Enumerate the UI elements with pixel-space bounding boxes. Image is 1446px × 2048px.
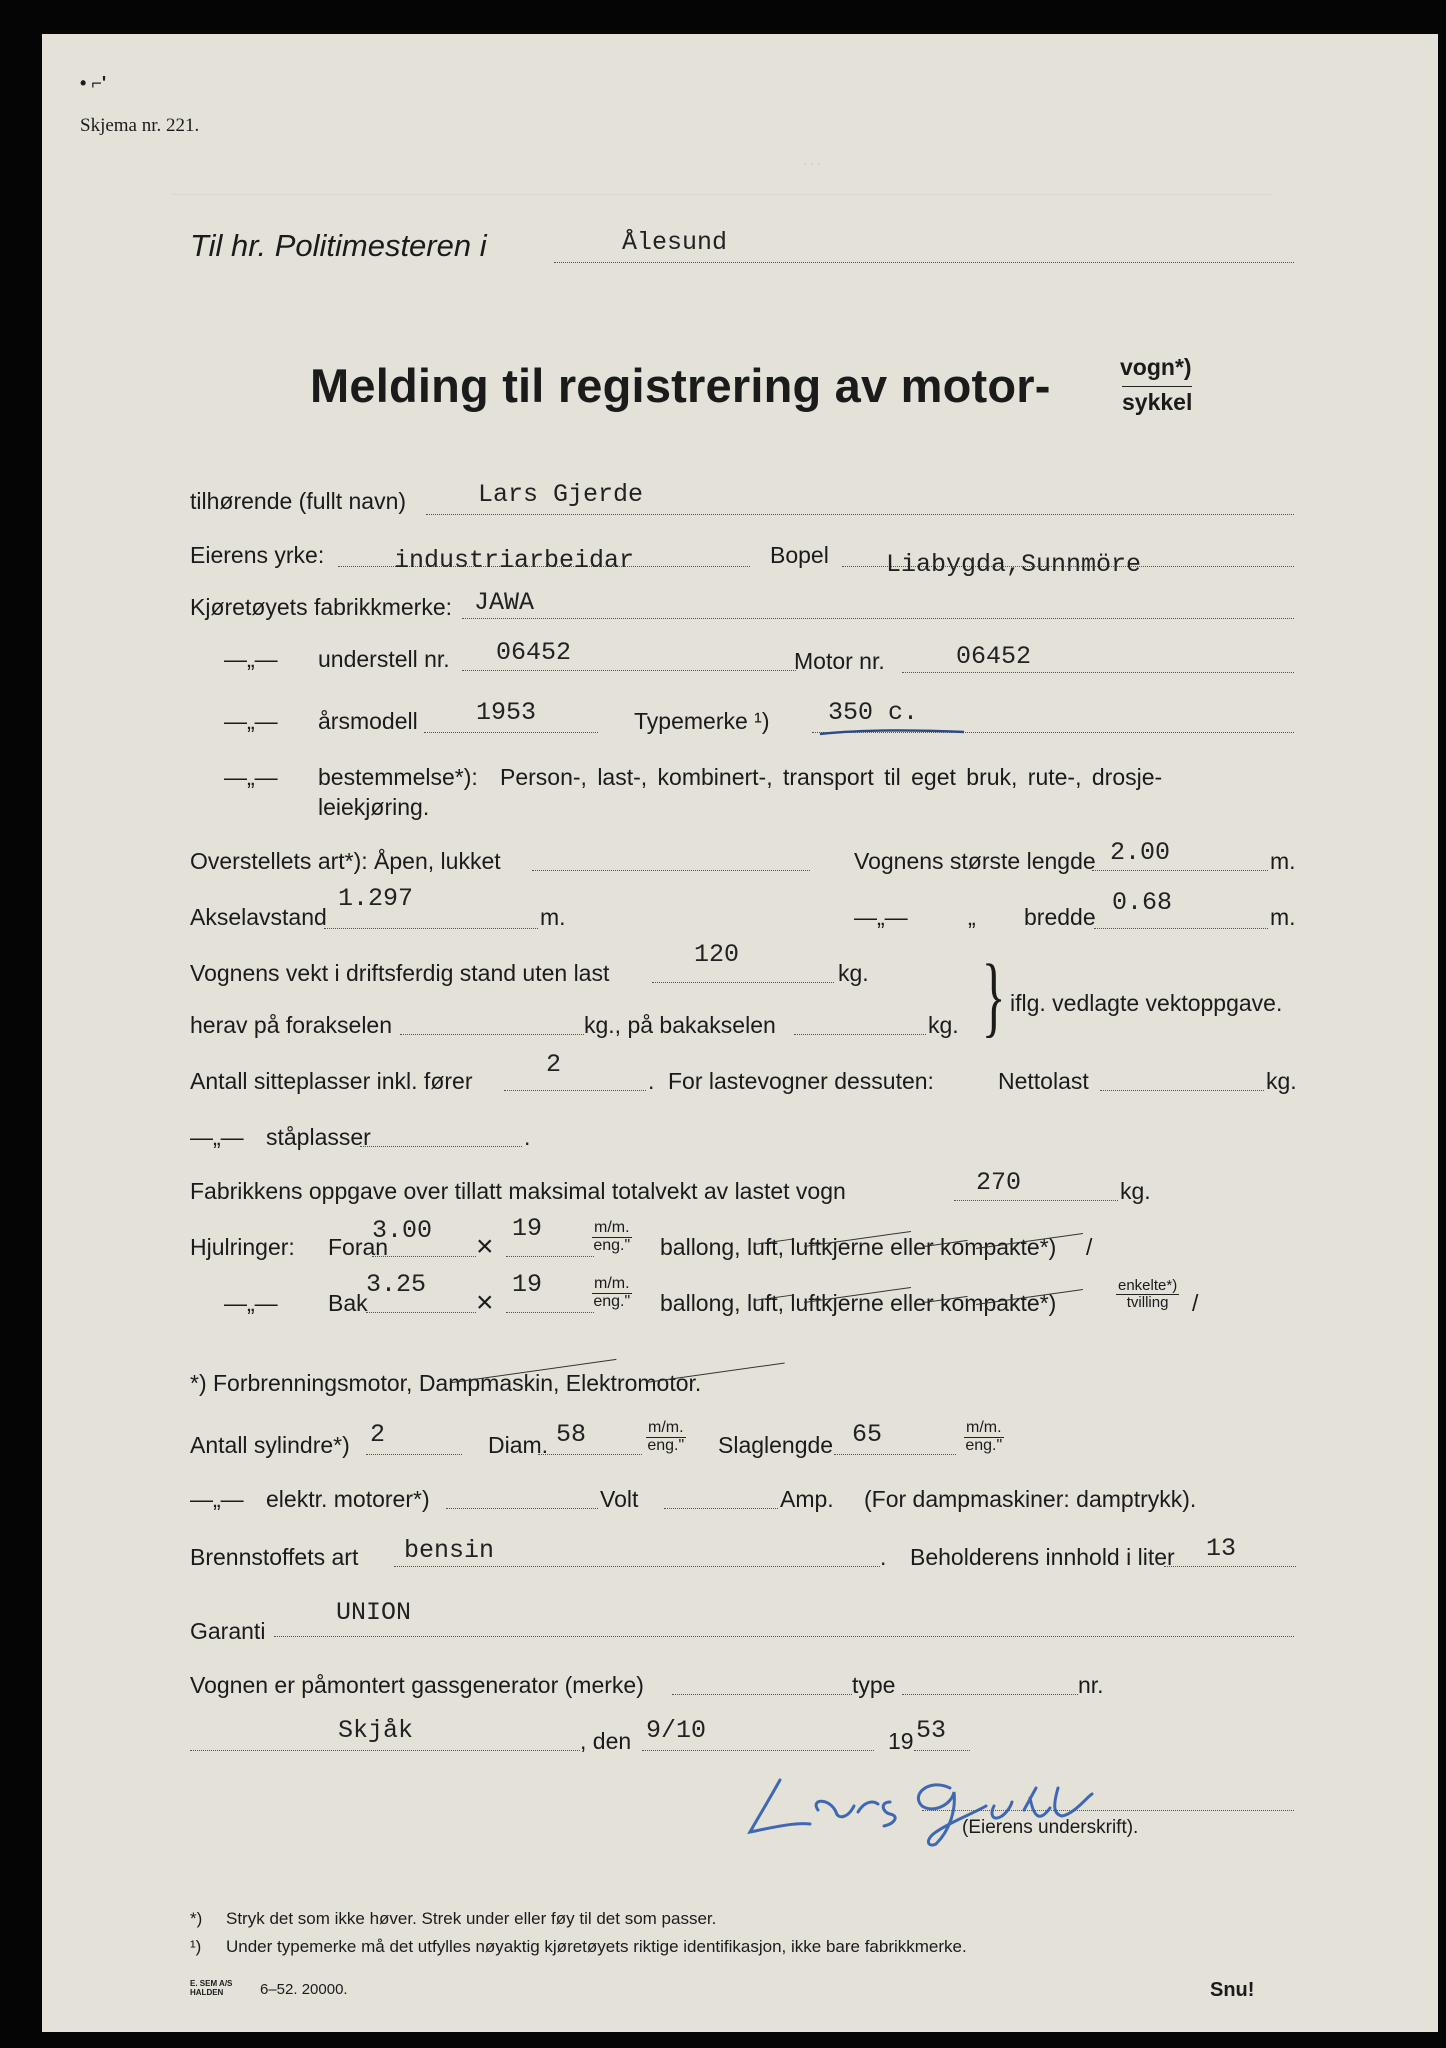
- period: .: [524, 1124, 531, 1150]
- date-prefix: , den: [580, 1728, 632, 1754]
- gas-label: Vognen er påmontert gassgenerator (merke): [190, 1672, 644, 1698]
- gas-nr-label: nr.: [1078, 1672, 1104, 1698]
- front-wheel-line: [372, 1256, 476, 1257]
- owner-value: Lars Gjerde: [478, 480, 644, 509]
- purpose-options: Person-, last-, kombinert-, transport til eget bruk, rute-, drosje-: [500, 764, 1163, 790]
- recipient-line: [554, 262, 1294, 263]
- date-line: [642, 1750, 874, 1751]
- diam-label: Diam.: [488, 1432, 549, 1458]
- type-label: Typemerke ¹): [634, 708, 770, 734]
- period: .: [880, 1544, 887, 1570]
- unit-top: m/m.: [594, 1275, 630, 1292]
- date-value: 9/10: [646, 1716, 707, 1745]
- ditto-mark: —„—: [854, 904, 908, 930]
- length-line: [1092, 870, 1268, 871]
- single-twin-fraction: [1116, 1278, 1179, 1311]
- weight-note: iflg. vedlagte vektoppgave.: [1010, 990, 1283, 1016]
- title-sykkel: sykkel: [1122, 386, 1192, 414]
- ditto-quote: „: [968, 904, 976, 930]
- front-wheel-label: Foran: [328, 1234, 389, 1260]
- year-prefix: 19: [888, 1728, 914, 1754]
- motor-line: [902, 672, 1294, 673]
- rear-axle-line: [794, 1034, 926, 1035]
- body-type-label: Overstellets art*): Åpen, lukket: [190, 848, 501, 874]
- chassis-label: understell nr.: [318, 646, 450, 672]
- ditto-mark: —„—: [224, 708, 278, 734]
- printer-line-2: HALDEN: [190, 1987, 224, 1997]
- stroke-label: Slaglengde: [718, 1432, 834, 1458]
- type-underline-ink: [818, 726, 968, 740]
- guarantee-value: UNION: [336, 1598, 412, 1627]
- axle-line: [324, 928, 538, 929]
- seats-label: Antall sitteplasser inkl. fører: [190, 1068, 473, 1094]
- single-label: enkelte*): [1118, 1277, 1178, 1294]
- axle-unit: m.: [540, 904, 566, 930]
- place-line: [190, 1750, 580, 1751]
- owner-label: tilhørende (fullt navn): [190, 488, 407, 514]
- body-type-line: [532, 870, 810, 871]
- cylinders-line: [366, 1454, 462, 1455]
- front-wheel-options: ballong, luft, luftkjerne eller kompakte*): [660, 1234, 1057, 1260]
- place-value: Skjåk: [338, 1716, 414, 1745]
- signature-line: [922, 1810, 1294, 1811]
- ditto-mark: —„—: [224, 646, 278, 672]
- year-value: 53: [916, 1716, 947, 1745]
- electric-line: [446, 1508, 598, 1509]
- front-axle-label: herav på forakselen: [190, 1012, 393, 1038]
- tank-label: Beholderens innhold i liter: [910, 1544, 1175, 1570]
- max-weight-label: Fabrikkens oppgave over tillatt maksimal totalvekt av lastet vogn: [190, 1178, 846, 1204]
- unit-bottom: eng.": [965, 1436, 1003, 1454]
- fuel-label: Brennstoffets art: [190, 1544, 359, 1570]
- front-cross: ×: [476, 1230, 494, 1263]
- cylinders-value: 2: [370, 1420, 386, 1449]
- front-wheel-value: 3.00: [372, 1216, 433, 1245]
- year-line: [914, 1750, 970, 1751]
- net-load-label: Nettolast: [998, 1068, 1089, 1094]
- ditto-mark: —„—: [224, 1290, 278, 1316]
- registration-form: [42, 34, 1438, 2032]
- engine-type-text: *) Forbrenningsmotor, Dampmaskin, Elektromotor.: [190, 1370, 702, 1396]
- fuel-line: [394, 1566, 880, 1567]
- residence-value: Liabygda,Sunnmöre: [886, 550, 1142, 579]
- make-value: JAWA: [474, 588, 535, 617]
- length-value: 2.00: [1110, 838, 1171, 867]
- title-vogn: vogn*): [1120, 354, 1192, 380]
- diam-unit-fraction: [646, 1420, 686, 1455]
- width-value: 0.68: [1112, 888, 1173, 917]
- width-line: [1094, 928, 1268, 929]
- brace: }: [981, 947, 1006, 1046]
- axle-label: Akselavstand: [190, 904, 327, 930]
- rear-unit-fraction: [592, 1276, 632, 1311]
- cylinders-label: Antall sylindre*): [190, 1432, 350, 1458]
- strike-slash: /: [1086, 1234, 1093, 1260]
- volt-label: Volt: [600, 1486, 639, 1512]
- electric-label: elektr. motorer*): [266, 1486, 430, 1512]
- truck-label: For lastevogner dessuten:: [668, 1068, 934, 1094]
- strike-slash: /: [1192, 1290, 1199, 1316]
- amp-label: Amp.: [780, 1486, 834, 1512]
- occupation-value: industriarbeidar: [394, 546, 635, 575]
- rear-rim-line: [506, 1312, 594, 1313]
- rear-cross: ×: [476, 1286, 494, 1319]
- model-year-label: årsmodell: [318, 708, 418, 734]
- rear-wheel-label: Bak: [328, 1290, 368, 1316]
- chassis-value: 06452: [496, 638, 572, 667]
- stroke-unit-fraction: [964, 1420, 1004, 1455]
- length-unit: m.: [1270, 848, 1296, 874]
- signature-label: (Eierens underskrift).: [962, 1817, 1139, 1838]
- net-load-line: [1100, 1090, 1264, 1091]
- tank-value: 13: [1206, 1534, 1237, 1563]
- rear-axle-unit: kg.: [928, 1012, 959, 1038]
- footnote-2: Under typemerke må det utfylles nøyaktig kjøretøyets riktige identifikasjon, ikke bare fabrikkmerke.: [226, 1937, 967, 1956]
- volt-line: [664, 1508, 778, 1509]
- standing-label: ståplasser: [266, 1124, 371, 1150]
- purpose-label: bestemmelse*):: [318, 764, 478, 790]
- model-year-line: [424, 732, 598, 733]
- footnote-star: *): [190, 1909, 203, 1928]
- period: .: [648, 1068, 655, 1094]
- standing-line: [360, 1146, 522, 1147]
- type-value: 350 c.: [828, 698, 919, 727]
- width-label: bredde: [1024, 904, 1096, 930]
- make-label: Kjøretøyets fabrikkmerke:: [190, 594, 452, 620]
- net-load-unit: kg.: [1266, 1068, 1297, 1094]
- model-year-value: 1953: [476, 698, 537, 727]
- form-number: Skjema nr. 221.: [80, 115, 200, 136]
- make-line: [462, 618, 1294, 619]
- seats-line: [504, 1090, 646, 1091]
- bleed-through-block: [172, 194, 1272, 375]
- rear-rim-value: 19: [512, 1270, 543, 1299]
- occupation-label: Eierens yrke:: [190, 542, 325, 568]
- ditto-mark: —„—: [224, 764, 278, 790]
- footnote-1: Stryk det som ikke høver. Strek under eller føy til det som passer.: [226, 1909, 717, 1928]
- axle-value: 1.297: [338, 884, 414, 913]
- max-weight-value: 270: [976, 1168, 1022, 1197]
- front-unit-fraction: [592, 1220, 632, 1255]
- diam-value: 58: [556, 1420, 587, 1449]
- front-axle-line: [400, 1034, 584, 1035]
- corner-mark: • ⌐': [80, 73, 107, 93]
- rear-wheel-options: ballong, luft, luftkjerne eller kompakte*): [660, 1290, 1057, 1316]
- front-rim-line: [506, 1256, 594, 1257]
- weight-unit: kg.: [838, 960, 869, 986]
- unit-top: m/m.: [648, 1419, 684, 1436]
- tank-line: [1164, 1566, 1296, 1567]
- guarantee-line: [274, 1636, 1294, 1637]
- form-title: Melding til registrering av motor-: [310, 359, 1051, 412]
- stroke-value: 65: [852, 1420, 883, 1449]
- gas-type-label: type: [852, 1672, 896, 1698]
- width-unit: m.: [1270, 904, 1296, 930]
- length-label: Vognens største lengde: [854, 848, 1096, 874]
- owner-line: [426, 514, 1294, 515]
- rear-wheel-line: [366, 1312, 476, 1313]
- weight-line: [652, 982, 834, 983]
- ditto-mark: —„—: [190, 1486, 244, 1512]
- unit-top: m/m.: [966, 1419, 1002, 1436]
- footnote-one: ¹): [190, 1937, 202, 1956]
- motor-value: 06452: [956, 642, 1032, 671]
- steam-label: (For dampmaskiner: damptrykk).: [864, 1486, 1197, 1512]
- weight-value: 120: [694, 940, 740, 969]
- recipient-label: Til hr. Politimesteren i: [190, 228, 487, 263]
- weight-label: Vognens vekt i driftsferdig stand uten last: [190, 960, 610, 986]
- rear-axle-label: kg., på bakakselen: [584, 1012, 776, 1038]
- unit-bottom: eng.": [647, 1436, 685, 1454]
- wheels-label: Hjulringer:: [190, 1234, 295, 1260]
- fuel-value: bensin: [404, 1536, 495, 1565]
- diam-line: [538, 1454, 642, 1455]
- max-weight-unit: kg.: [1120, 1178, 1151, 1204]
- printer-name: [190, 1980, 232, 1998]
- residence-label: Bopel: [770, 542, 829, 568]
- gas-type-line: [902, 1694, 1078, 1695]
- printer-line-1: E. SEM A/S: [190, 1979, 233, 1988]
- rear-wheel-value: 3.25: [366, 1270, 427, 1299]
- guarantee-label: Garanti: [190, 1618, 266, 1644]
- unit-bottom: eng.": [593, 1236, 631, 1254]
- motor-label: Motor nr.: [794, 648, 885, 674]
- unit-bottom: eng.": [593, 1292, 631, 1310]
- chassis-line: [462, 670, 796, 671]
- front-rim-value: 19: [512, 1214, 543, 1243]
- recipient-value: Ålesund: [622, 228, 728, 257]
- gas-make-line: [672, 1694, 852, 1695]
- seats-value: 2: [546, 1050, 562, 1079]
- max-weight-line: [954, 1200, 1118, 1201]
- twin-label: tvilling: [1126, 1293, 1169, 1311]
- printer-code: 6–52. 20000.: [260, 1981, 348, 1998]
- purpose-options-cont: leiekjøring.: [318, 794, 430, 820]
- bleed-through: ···: [802, 154, 822, 176]
- turn-over: Snu!: [1210, 1979, 1255, 2001]
- ditto-mark: —„—: [190, 1124, 244, 1150]
- unit-top: m/m.: [594, 1219, 630, 1236]
- stroke-line: [834, 1454, 956, 1455]
